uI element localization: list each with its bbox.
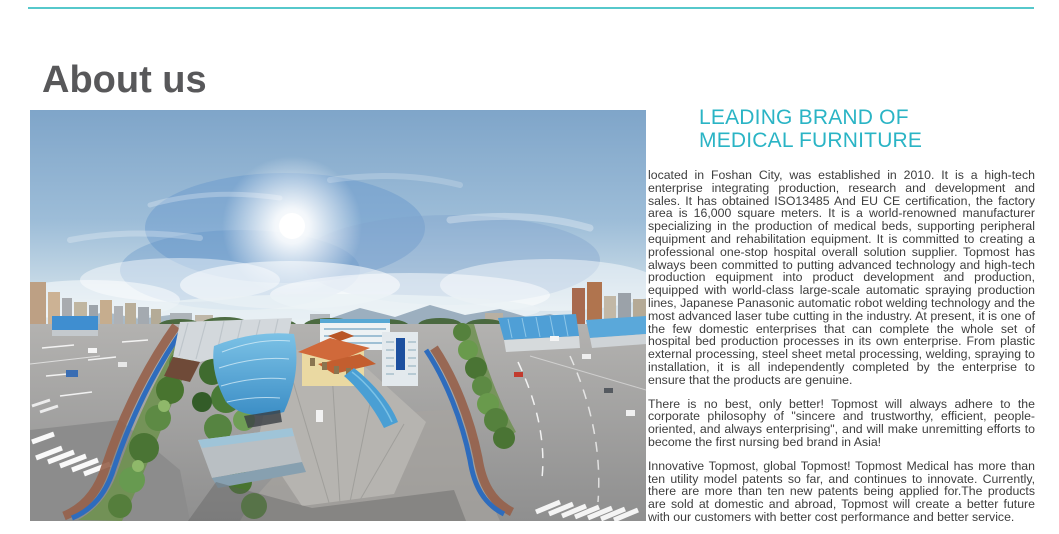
panorama-illustration	[30, 110, 646, 521]
about-text-column	[648, 106, 1035, 534]
heading-line-1: LEADING BRAND OF	[699, 106, 909, 129]
section-heading	[648, 106, 1035, 152]
about-paragraph-3: Innovative Topmost, global Topmost! Topmost Medical has more than ten utility model patents so far, and continues to innovate. Currently, there are more than ten new patents being applied for.The products are sold at domestic and abroad, Topmost will create a better future with our customers with better cost performance and better service.	[648, 458, 1035, 524]
about-paragraph-2: There is no best, only better! Topmost will always adhere to the corporate philosophy of "sincere and trustworthy, efficient, people-oriented, and always enterprising", and will make unremitting efforts to become the first nursing bed brand in Asia!	[648, 396, 1035, 449]
about-paragraph-1: located in Foshan City, was established in 2010. It is a high-tech enterprise integrating production, research and development and sales. It has obtained ISO13485 And EU CE certification, the factory area is 16,000 square meters. It is a world-renowned manufacturer specializing in the production of medical beds, supporting peripheral equipment and rehabilitation equipment. It is committed to creating a professional one-stop hospital overall solution supplier. Topmost has always been committed to putting advanced technology and high-tech production equipment into product development and production, equipped with world-class large-scale automatic spraying production lines, Japanese Panasonic automatic robot welding technology and the most advanced laser tube cutting in the industry. At present, it is one of the few domestic enterprises that can complete the whole set of hospital bed production processes in its own enterprise. From plastic external processing, steel sheet metal processing, welding, spraying to installation, it is all independently completed by the enterprise to ensure that the products are genuine.	[648, 168, 1035, 387]
heading-line-2: MEDICAL FURNITURE	[699, 129, 923, 152]
sky	[30, 110, 646, 332]
page-title: About us	[42, 59, 207, 102]
factory-panorama-photo	[30, 110, 646, 521]
top-divider-line	[28, 7, 1034, 9]
